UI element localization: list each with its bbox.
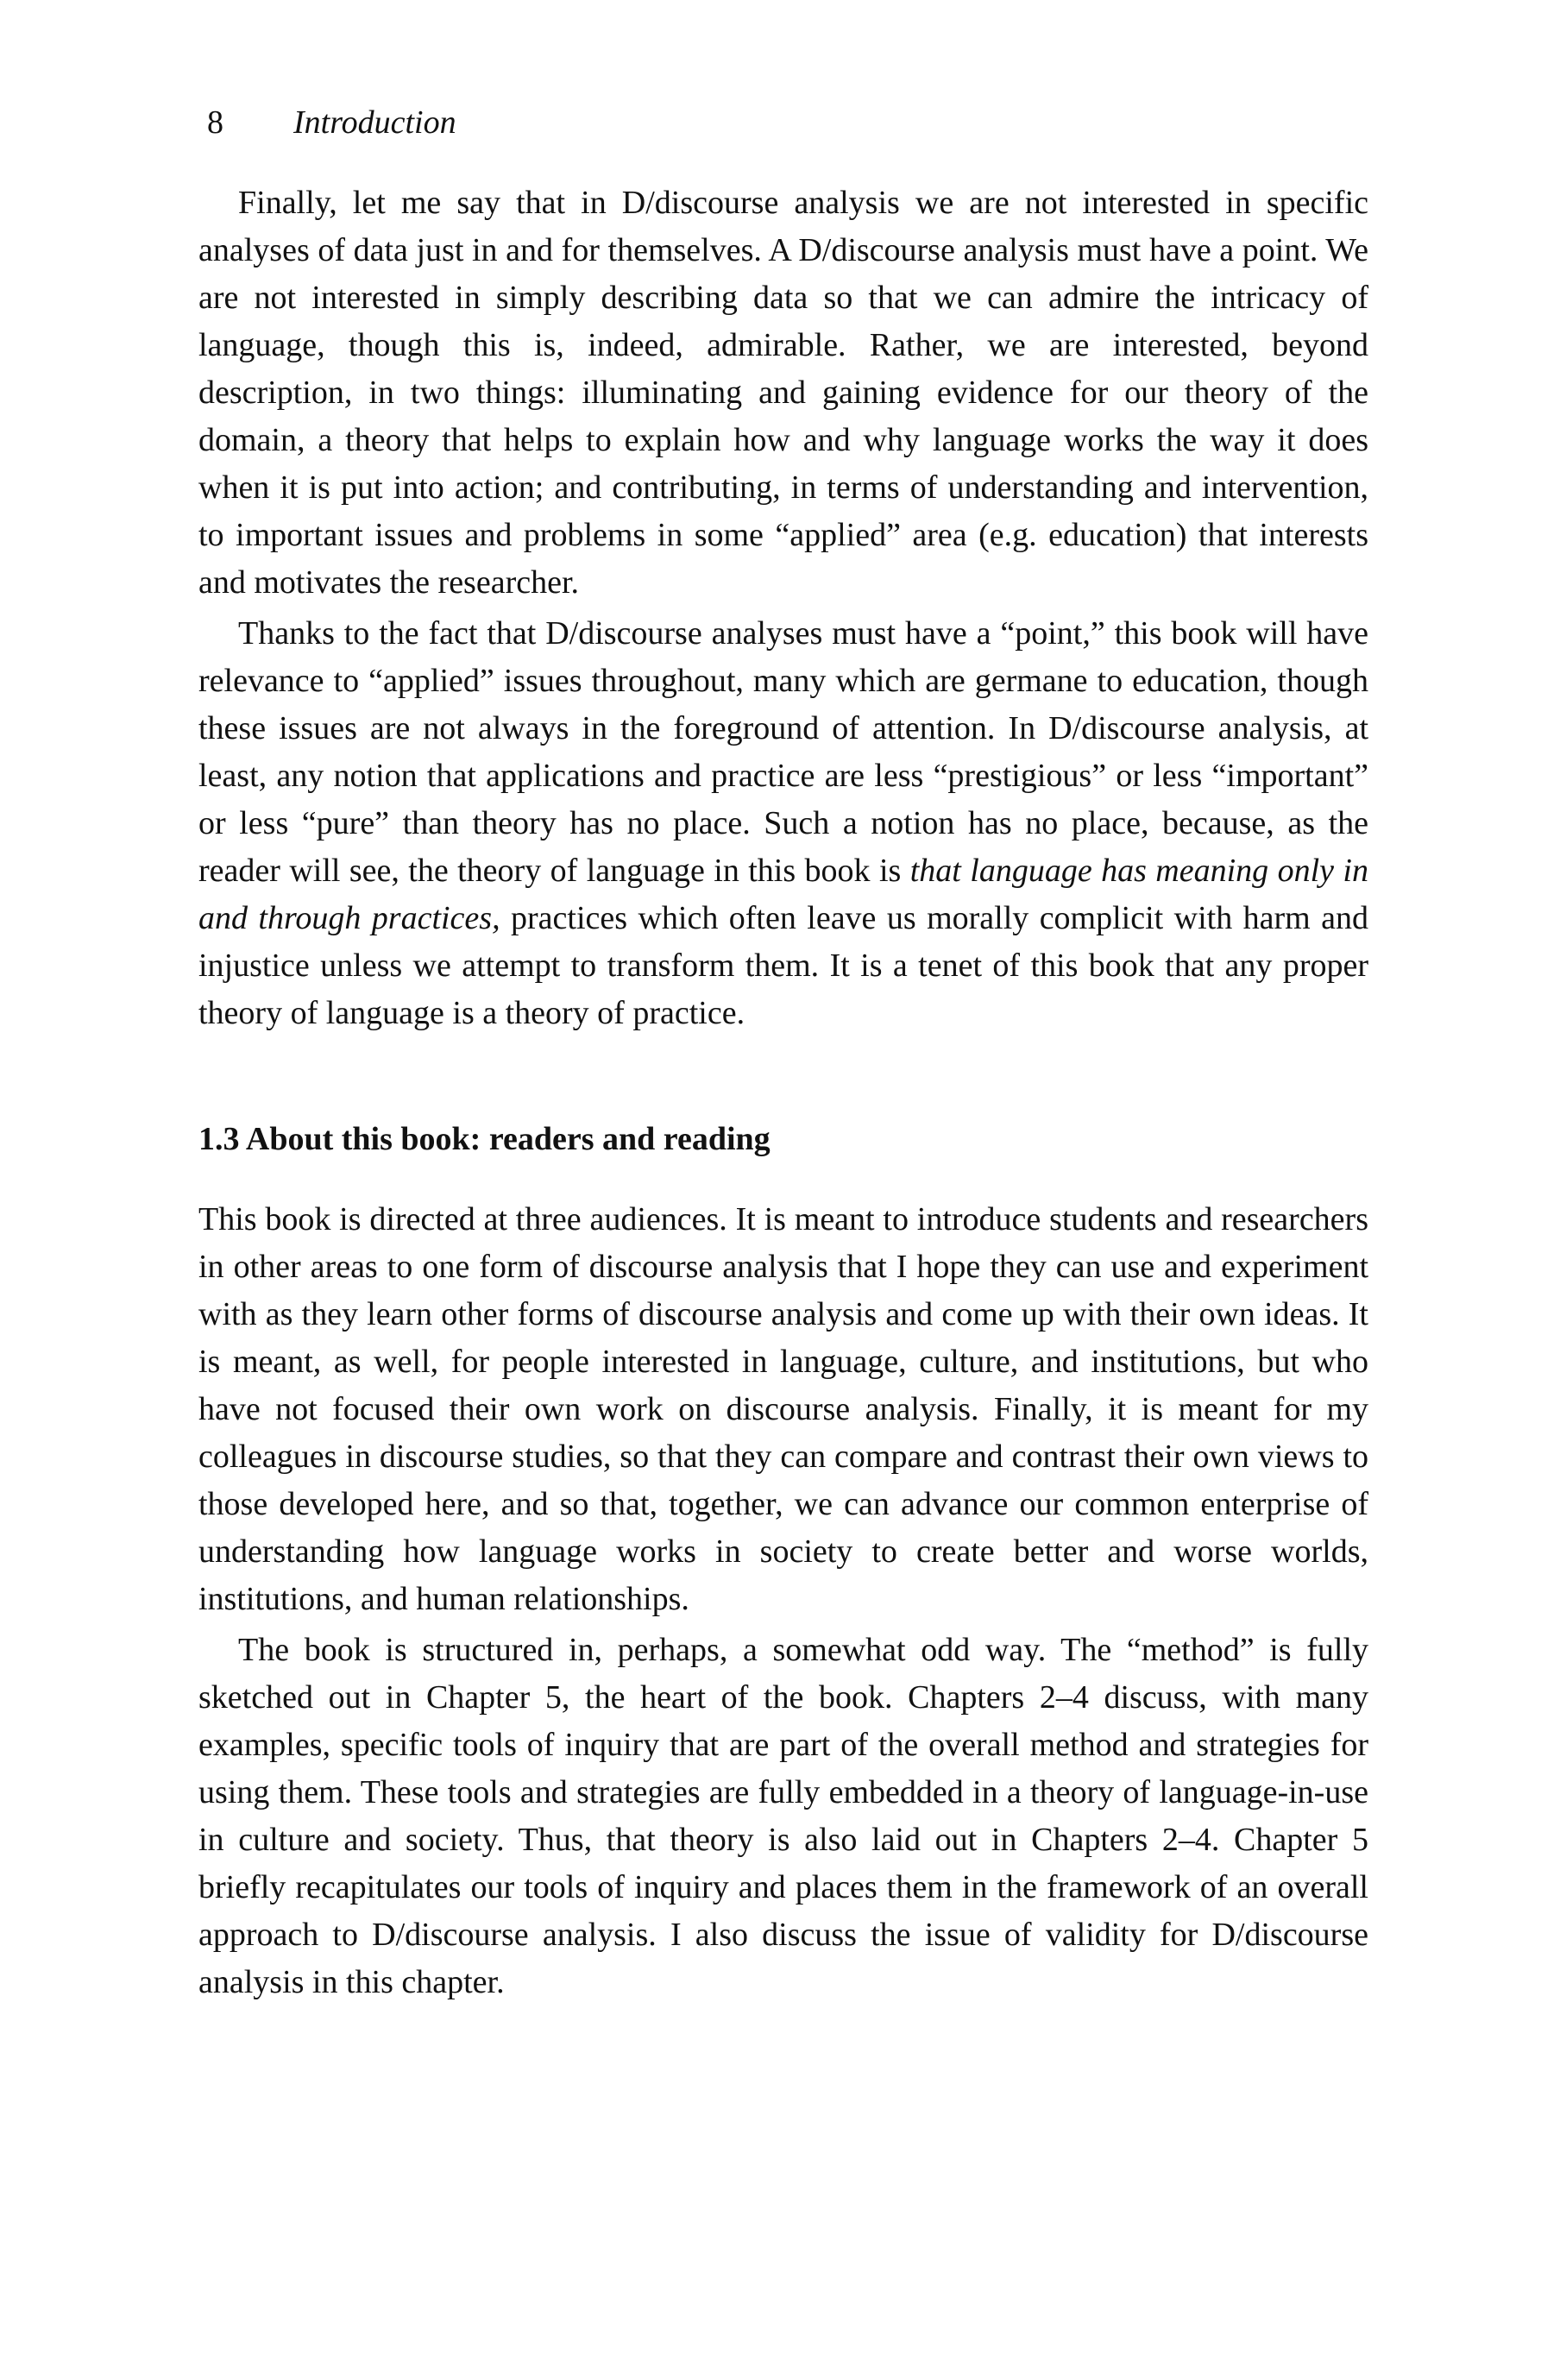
paragraph-applied-issues-italic: that language has meaning only in and through practices, <box>198 853 1368 936</box>
paragraph-validity-point: Finally, let me say that in D/discourse analysis we are not interested in specific analyses of data just in and for themselves. A D/discourse analysis must have a point. We are not interested in simply describing data so that we can admire the intricacy of language, though this is, indeed, admirable. Rather, we are interested, beyond description, in two things: illuminating and gaining evidence for our theory of the domain, a theory that helps to explain how and why language works the way it does when it is put into action; and contributing, in terms of understanding and intervention, to important issues and problems in some “applied” area (e.g. education) that interests and motivates the researcher. <box>198 185 1368 601</box>
paragraph-applied-issues-text-1: Thanks to the fact that D/discourse analyses must have a “point,” this book will have relevance to “applied” issues throughout, many which are germane to education, though these issues are not always in the foreground of attention. In D/discourse analysis, at least, any notion that applications and practice are less “prestigious” or less “important” or less “pure” than theory has no place. Such a notion has no place, because, as the reader will see, the theory of language in this book is <box>198 615 1368 889</box>
running-head <box>207 102 456 143</box>
running-title: Introduction <box>293 104 456 141</box>
paragraph-applied-issues <box>198 610 1368 1037</box>
body-text <box>198 179 1368 2006</box>
paragraph-audiences: This book is directed at three audiences. It is meant to introduce students and researchers in other areas to one form of discourse analysis that I hope they can use and experiment with as they learn other forms of discourse analysis and come up with their own ideas. It is meant, as well, for people interested in language, culture, and institutions, but who have not focused their own work on discourse analysis. Finally, it is meant for my colleagues in discourse studies, so that they can compare and contrast their own views to those developed here, and so that, together, we can advance our common enterprise of understanding how language works in society to create better and worse worlds, institutions, and human relationships. <box>198 1201 1368 1617</box>
page-number: 8 <box>207 104 223 141</box>
section-heading: 1.3 About this book: readers and reading <box>198 1121 771 1157</box>
paragraph-applied-issues-text-2: practices which often leave us morally complicit with harm and injustice unless we attempt to transform them. It is a tenet of this book that any proper theory of language is a theory of practice. <box>198 900 1368 1031</box>
paragraph-book-structure: The book is structured in, perhaps, a somewhat odd way. The “method” is fully sketched out in Chapter 5, the heart of the book. Chapters 2–4 discuss, with many examples, specific tools of inquiry that are part of the overall method and strategies for using them. These tools and strategies are fully embedded in a theory of language-in-use in culture and society. Thus, that theory is also laid out in Chapters 2–4. Chapter 5 briefly recapitulates our tools of inquiry and places them in the framework of an overall approach to D/discourse analysis. I also discuss the issue of validity for D/discourse analysis in this chapter. <box>198 1632 1368 2000</box>
